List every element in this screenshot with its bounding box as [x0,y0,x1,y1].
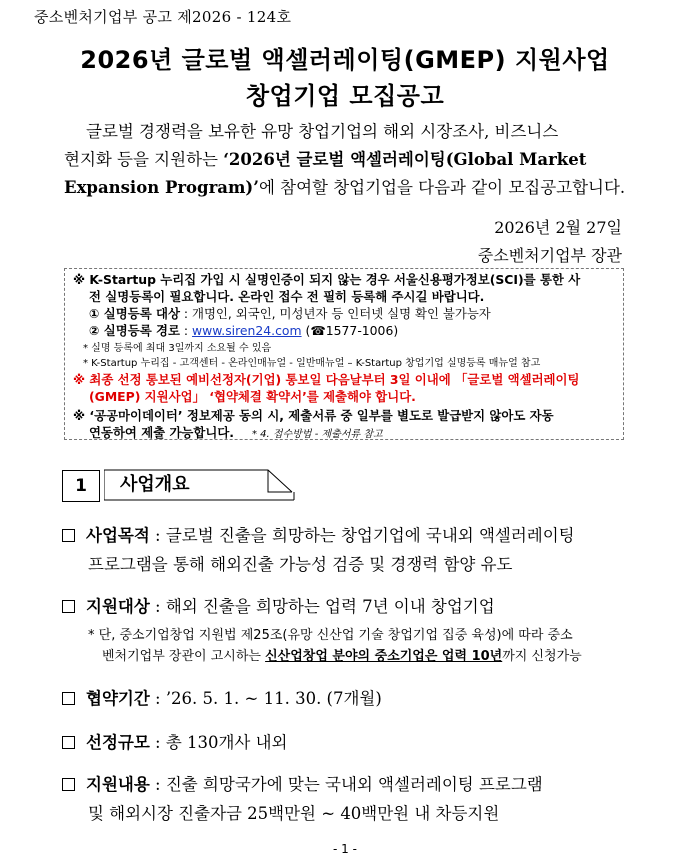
issue-date: 2026년 2월 27일 [494,218,622,237]
checkbox-icon [62,692,75,705]
item-text: : 글로벌 진출을 희망하는 창업기업에 국내외 액셀러레이팅 [149,526,575,545]
intro-paragraph [64,118,624,202]
notice-separator: : [179,323,192,338]
item-label: 선정규모 [86,733,150,752]
item-label: 사업목적 [86,526,150,545]
target-note-2 [102,646,582,668]
item-text: : 해외 진출을 희망하는 업력 7년 이내 창업기업 [149,597,495,616]
notice-text: : 개명인, 외국인, 미성년자 등 인터넷 실명 확인 불가능자 [179,306,491,321]
notice-box [64,268,624,440]
item-text: : 진출 희망국가에 맞는 국내외 액셀러레이팅 프로그램 [149,775,543,794]
checkbox-icon [62,778,75,791]
checkbox-icon [62,529,75,542]
item-period-line [62,684,630,713]
item-scale [62,728,630,757]
target-note-2-tail: 까지 신청가능 [502,649,582,664]
page-number: - 1 - [333,842,357,856]
intro-line-3 [64,174,624,202]
issuing-authority: 중소벤처기업부 장관 [477,246,622,265]
notice-line: ※ ‘공공마이데이터’ 정보제공 동의 시, 제출서류 중 일부를 별도로 발급받지 않아도 자동 [73,408,554,423]
item-purpose-line-2: 프로그램을 통해 해외진출 가능성 검증 및 경쟁력 함양 유도 [88,555,513,574]
section-title: 사업개요 [120,474,190,495]
page-title: 2026년 글로벌 액셀러레이팅(GMEP) 지원사업 [80,46,610,74]
item-text: : ’26. 5. 1. ~ 11. 30. (7개월) [149,689,382,708]
program-name-bold-cont: Expansion Program)’ [64,178,259,197]
item-target [62,592,630,621]
notice-line [89,305,491,322]
notice-label: ① 실명등록 대상 [89,306,180,321]
checkbox-icon [62,600,75,613]
item-text: : 총 130개사 내외 [149,733,288,752]
siren24-link[interactable]: www.siren24.com [192,323,302,338]
notice-line [89,322,398,339]
page-subtitle: 창업기업 모집공고 [245,82,445,110]
notice-line: ※ K-Startup 누리집 가입 시 실명인증이 되지 않는 경우 서울신용평가정보(SCI)를 통한 사 [73,272,581,287]
checkbox-icon [62,736,75,749]
notice-footnote: * 실명 등록에 최대 3일까지 소요될 수 있음 [83,343,272,354]
item-label: 지원내용 [86,775,150,794]
item-label: 협약기간 [86,689,150,708]
item-purpose [62,521,630,579]
notice-line [89,424,383,443]
issuance-block [478,214,622,270]
notice-label: ② 실명등록 경로 [89,323,180,338]
notice-number: 중소벤처기업부 공고 제2026 - 124호 [34,8,292,26]
item-support-line-1 [62,770,630,799]
intro-line-1: 글로벌 경쟁력을 보유한 유망 창업기업의 해외 시장조사, 비즈니스 [86,122,559,141]
item-purpose-line-1 [62,521,630,550]
intro-line-2 [64,146,624,174]
phone-number: (☎1577-1006) [301,323,399,338]
intro-line-2-text: 현지화 등을 지원하는 [64,150,224,169]
notice-text: 연동하여 제출 가능합니다. [89,425,234,440]
item-target-line [62,592,630,621]
notice-line: 전 실명등록이 필요합니다. 온라인 접수 전 필히 등록해 주시길 바랍니다. [89,289,485,304]
target-note-2-emphasis: 신산업창업 분야의 중소기업은 업력 10년 [265,649,503,664]
section-number: 1 [62,470,100,502]
item-label: 지원대상 [86,597,150,616]
item-support [62,770,630,828]
program-name-bold: ‘2026년 글로벌 액셀러레이팅(Global Market [223,150,587,169]
item-support-line-2: 및 해외시장 진출자금 25백만원 ~ 40백만원 내 차등지원 [88,804,500,823]
intro-line-3-text: 에 참여할 창업기업을 다음과 같이 모집공고합니다. [258,178,626,197]
notice-footnote: * K-Startup 누리집 - 고객센터 - 온라인매뉴얼 - 일반매뉴얼 – K-Startup 창업기업 실명등록 매뉴얼 참고 [83,358,541,369]
item-scale-line [62,728,630,757]
item-period [62,684,630,713]
target-note-1: * 단, 중소기업창업 지원법 제25조(유망 신산업 기술 창업기업 집중 육성)에 따라 중소 [88,628,573,643]
notice-warning: (GMEP) 지원사업」 ‘협약체결 확약서’를 제출해야 합니다. [89,389,416,404]
notice-reference: * 4. 접수방법 - 제출서류 참고 [252,429,383,440]
notice-warning: ※ 최종 선정 통보된 예비선정자(기업) 통보일 다음날부터 3일 이내에 「글로벌 액셀러레이팅 [73,372,580,387]
target-note-2-text: 벤처기업부 장관이 고시하는 [102,649,266,664]
